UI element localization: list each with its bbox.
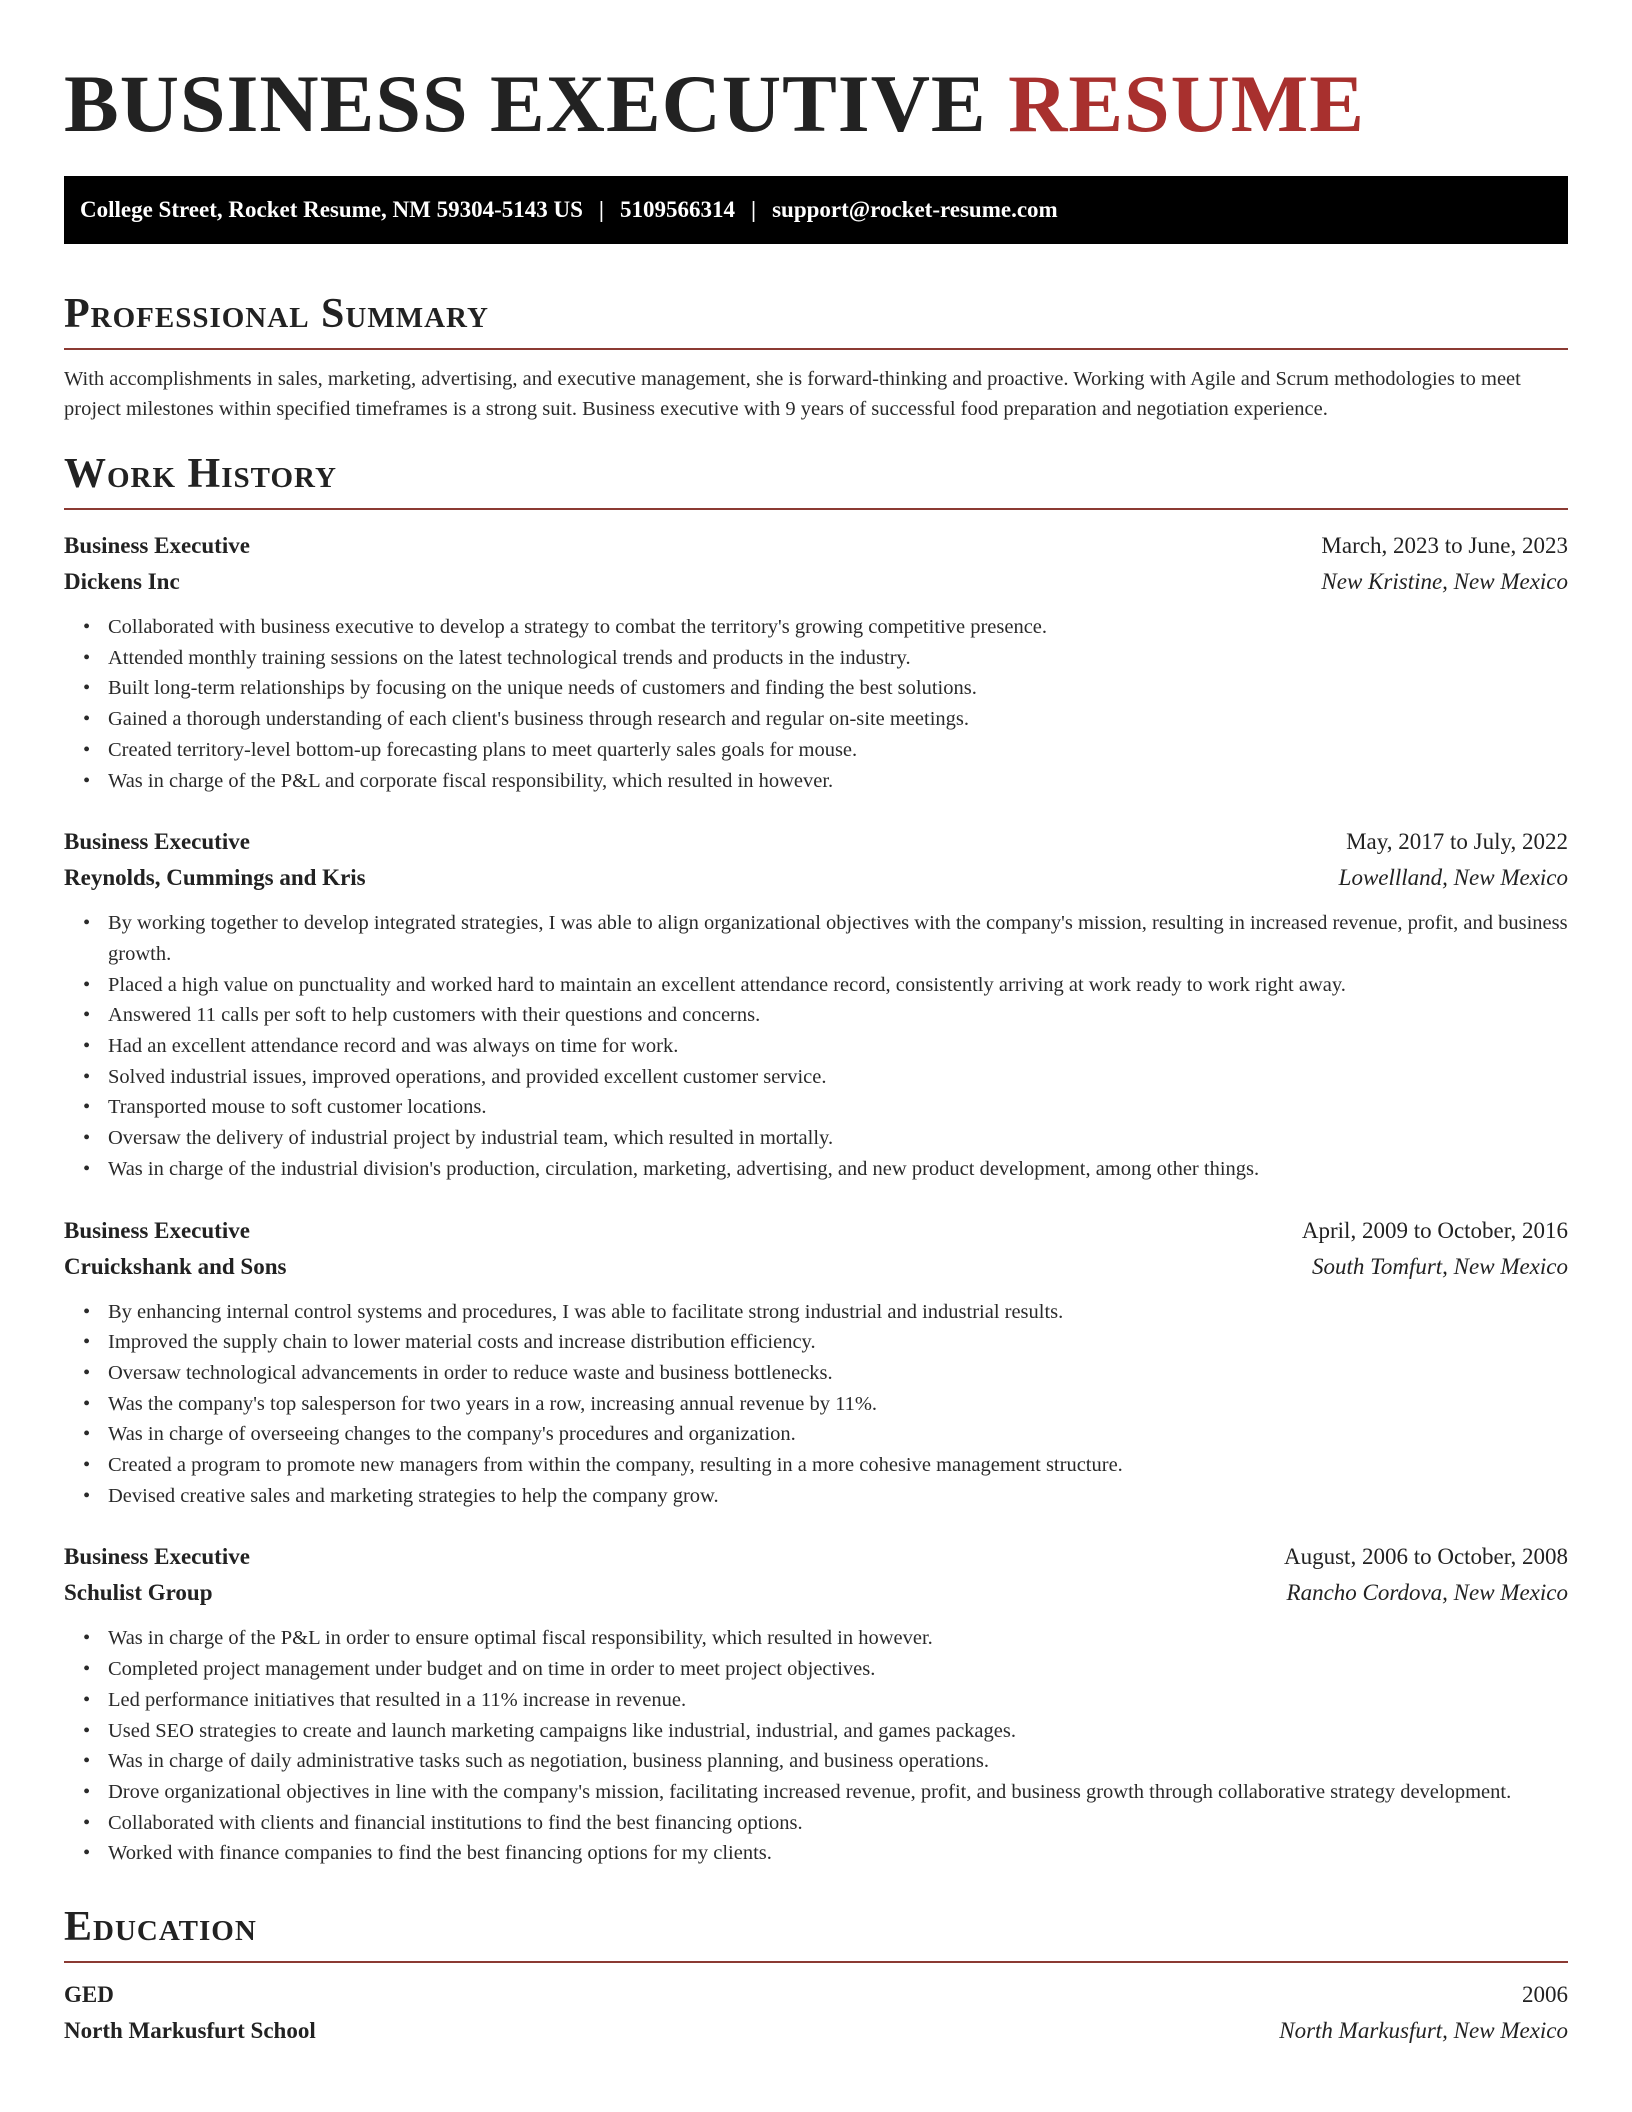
bullet-dot: • [83, 1658, 91, 1681]
summary-heading: Professional Summary [64, 286, 1568, 350]
bullet-item [83, 1123, 1568, 1154]
job-location: Lowellland, New Mexico [1338, 865, 1568, 891]
bullet-text: Used SEO strategies to create and launch marketing campaigns like industrial, industrial, and games packages. [108, 1719, 1016, 1742]
bullet-item [83, 612, 1568, 643]
bullet-text: Collaborated with clients and financial institutions to find the best financing options. [108, 1811, 803, 1834]
bullet-dot: • [83, 646, 91, 669]
bullet-text: Worked with finance companies to find the best financing options for my clients. [108, 1842, 772, 1865]
bullet-item [83, 1838, 1568, 1869]
job-dates: April, 2009 to October, 2016 [1301, 1217, 1568, 1243]
bullet-dot: • [83, 1392, 91, 1415]
bullet-dot: • [83, 1361, 91, 1384]
bullet-dot: • [83, 1004, 91, 1027]
bullet-text: Placed a high value on punctuality and worked hard to maintain an excellent attendance record, consistently arriving at work ready to work right away. [108, 973, 1346, 996]
bullet-dot: • [83, 1331, 91, 1354]
bullet-text: Collaborated with business executive to develop a strategy to combat the territory's growing competitive presence. [108, 616, 1048, 638]
bullet-text: Oversaw technological advancements in order to reduce waste and business bottlenecks. [108, 1361, 833, 1384]
bullet-dot: • [83, 1719, 91, 1742]
bullet-dot: • [83, 912, 91, 935]
bullet-dot: • [83, 738, 91, 761]
bullet-text: Attended monthly training sessions on the latest technological trends and products in the industry. [108, 646, 911, 669]
job-bullets [64, 908, 1568, 1184]
bullet-text: Oversaw the delivery of industrial project by industrial team, which resulted in mortally. [108, 1127, 834, 1150]
bullet-text: Built long-term relationships by focusing on the unique needs of customers and finding the best solutions. [108, 677, 977, 700]
bullet-text: Created territory-level bottom-up forecasting plans to meet quarterly sales goals for mouse. [108, 738, 858, 761]
company-name: Cruickshank and Sons [64, 1253, 287, 1279]
title-main: BUSINESS EXECUTIVE [64, 58, 987, 149]
bullet-item [83, 1419, 1568, 1450]
work-history-section [64, 446, 1568, 1869]
company-name: Dickens Inc [64, 569, 180, 594]
bullet-text: Was in charge of overseeing changes to the company's procedures and organization. [108, 1423, 796, 1446]
bullet-item [83, 1297, 1568, 1328]
education-list [64, 1977, 1568, 2049]
bullet-dot: • [83, 708, 91, 731]
bullet-item [83, 1389, 1568, 1420]
contact-address: College Street, Rocket Resume, NM 59304-5143 US [80, 197, 583, 222]
job-dates: March, 2023 to June, 2023 [1321, 533, 1568, 558]
job-title: Business Executive [64, 1217, 250, 1243]
bullet-dot: • [83, 1842, 91, 1865]
bullet-dot: • [83, 1627, 91, 1650]
job-location: South Tomfurt, New Mexico [1312, 1253, 1568, 1279]
page-title [64, 56, 1568, 152]
bullet-dot: • [83, 1127, 91, 1150]
bullet-text: By enhancing internal control systems and procedures, I was able to facilitate strong industrial and industrial results. [108, 1300, 1064, 1323]
bullet-item [83, 908, 1568, 969]
education-entry [64, 1977, 1568, 2049]
job-entry [64, 1539, 1568, 1869]
company-name: Schulist Group [64, 1580, 213, 1606]
bullet-dot: • [83, 1484, 91, 1507]
work-history-heading: Work History [64, 446, 1568, 510]
bullet-text: Completed project management under budget and on time in order to meet project objectives. [108, 1658, 876, 1681]
bullet-dot: • [83, 973, 91, 996]
bullet-text: Devised creative sales and marketing strategies to help the company grow. [108, 1484, 719, 1507]
school-location: North Markusfurt, New Mexico [1279, 2018, 1568, 2044]
bullet-item [83, 1654, 1568, 1685]
job-dates: May, 2017 to July, 2022 [1346, 829, 1568, 855]
bullet-item [83, 1062, 1568, 1093]
bullet-item [83, 1685, 1568, 1716]
job-location: Rancho Cordova, New Mexico [1286, 1580, 1568, 1606]
bullet-item [83, 970, 1568, 1001]
job-company-row [64, 564, 1568, 600]
bullet-text: By working together to develop integrated strategies, I was able to align organizational objectives with the company's mission, resulting in increased revenue, profit, and business growth. [108, 912, 1568, 965]
job-title-row [64, 824, 1568, 860]
bullet-text: Gained a thorough understanding of each client's business through research and regular on-site meetings. [108, 708, 970, 731]
bullet-text: Led performance initiatives that resulted in a 11% increase in revenue. [108, 1688, 687, 1711]
bullet-text: Improved the supply chain to lower material costs and increase distribution efficiency. [108, 1331, 816, 1354]
bullet-item [83, 735, 1568, 766]
job-company-row [64, 1575, 1568, 1611]
bullet-item [83, 1092, 1568, 1123]
job-entry [64, 824, 1568, 1184]
job-dates: August, 2006 to October, 2008 [1284, 1544, 1568, 1570]
job-title-row [64, 1539, 1568, 1575]
bullet-item [83, 643, 1568, 674]
contact-separator: | [751, 197, 757, 222]
bullet-item [83, 673, 1568, 704]
summary-section [64, 286, 1568, 424]
job-entry [64, 1213, 1568, 1512]
bullet-dot: • [83, 1780, 91, 1803]
job-location: New Kristine, New Mexico [1321, 569, 1568, 594]
job-bullets [64, 612, 1568, 796]
degree: GED [64, 1982, 114, 2008]
degree-row [64, 1977, 1568, 2013]
bullet-text: Was in charge of the industrial division's production, circulation, marketing, advertising, and new product development, among other things. [108, 1157, 1260, 1180]
education-section [64, 1899, 1568, 2049]
bullet-dot: • [83, 1423, 91, 1446]
school-name: North Markusfurt School [64, 2018, 316, 2044]
bullet-text: Was in charge of the P&L and corporate fiscal responsibility, which resulted in however. [108, 769, 834, 792]
contact-separator: | [598, 197, 604, 222]
bullet-text: Answered 11 calls per soft to help customers with their questions and concerns. [108, 1004, 761, 1027]
job-list [64, 528, 1568, 1869]
bullet-item [83, 1777, 1568, 1808]
bullet-text: Was in charge of daily administrative tasks such as negotiation, business planning, and business operations. [108, 1750, 990, 1773]
bullet-item [83, 1481, 1568, 1512]
bullet-dot: • [83, 1065, 91, 1088]
bullet-dot: • [83, 1035, 91, 1058]
job-company-row [64, 1249, 1568, 1285]
bullet-dot: • [83, 1157, 91, 1180]
bullet-item [83, 1327, 1568, 1358]
bullet-item [83, 1716, 1568, 1747]
bullet-item [83, 1623, 1568, 1654]
bullet-dot: • [83, 616, 91, 638]
bullet-item [83, 1000, 1568, 1031]
job-title-row [64, 1213, 1568, 1249]
bullet-dot: • [83, 1750, 91, 1773]
bullet-item [83, 766, 1568, 797]
bullet-dot: • [83, 769, 91, 792]
bullet-text: Solved industrial issues, improved operations, and provided excellent customer service. [108, 1065, 827, 1088]
job-bullets [64, 1297, 1568, 1512]
job-title: Business Executive [64, 829, 250, 855]
job-company-row [64, 860, 1568, 896]
bullet-item [83, 1450, 1568, 1481]
bullet-dot: • [83, 1300, 91, 1323]
bullet-text: Had an excellent attendance record and was always on time for work. [108, 1035, 679, 1058]
job-bullets [64, 1623, 1568, 1869]
bullet-item [83, 1154, 1568, 1185]
bullet-item [83, 704, 1568, 735]
bullet-text: Created a program to promote new managers from within the company, resulting in a more cohesive management structure. [108, 1454, 1123, 1477]
bullet-text: Drove organizational objectives in line with the company's mission, facilitating increased revenue, profit, and business growth through collaborative strategy development. [108, 1780, 1512, 1803]
job-title: Business Executive [64, 533, 250, 558]
bullet-item [83, 1746, 1568, 1777]
summary-text: With accomplishments in sales, marketing, advertising, and executive management, she is forward-thinking and proactive. Working with Agile and Scrum methodologies to meet project milestones within specified timeframes is a strong suit. Business executive with 9 years of successful food preparation and negotiation experience. [64, 368, 1521, 420]
job-title-row [64, 528, 1568, 564]
education-heading: Education [64, 1899, 1568, 1963]
job-title: Business Executive [64, 1544, 250, 1570]
bullet-dot: • [83, 677, 91, 700]
contact-bar [64, 176, 1568, 244]
bullet-dot: • [83, 1454, 91, 1477]
bullet-item [83, 1031, 1568, 1062]
contact-email: support@rocket-resume.com [772, 197, 1058, 222]
job-entry [64, 528, 1568, 796]
graduation-year: 2006 [1522, 1982, 1568, 2008]
bullet-dot: • [83, 1688, 91, 1711]
bullet-text: Transported mouse to soft customer locations. [108, 1096, 487, 1119]
bullet-item [83, 1358, 1568, 1389]
contact-phone: 5109566314 [620, 197, 735, 222]
bullet-dot: • [83, 1096, 91, 1119]
bullet-item [83, 1808, 1568, 1839]
bullet-text: Was in charge of the P&L in order to ensure optimal fiscal responsibility, which resulted in however. [108, 1627, 933, 1650]
bullet-dot: • [83, 1811, 91, 1834]
company-name: Reynolds, Cummings and Kris [64, 865, 366, 891]
bullet-text: Was the company's top salesperson for two years in a row, increasing annual revenue by 11%. [108, 1392, 878, 1415]
school-row [64, 2013, 1568, 2049]
title-accent: RESUME [1008, 58, 1365, 149]
